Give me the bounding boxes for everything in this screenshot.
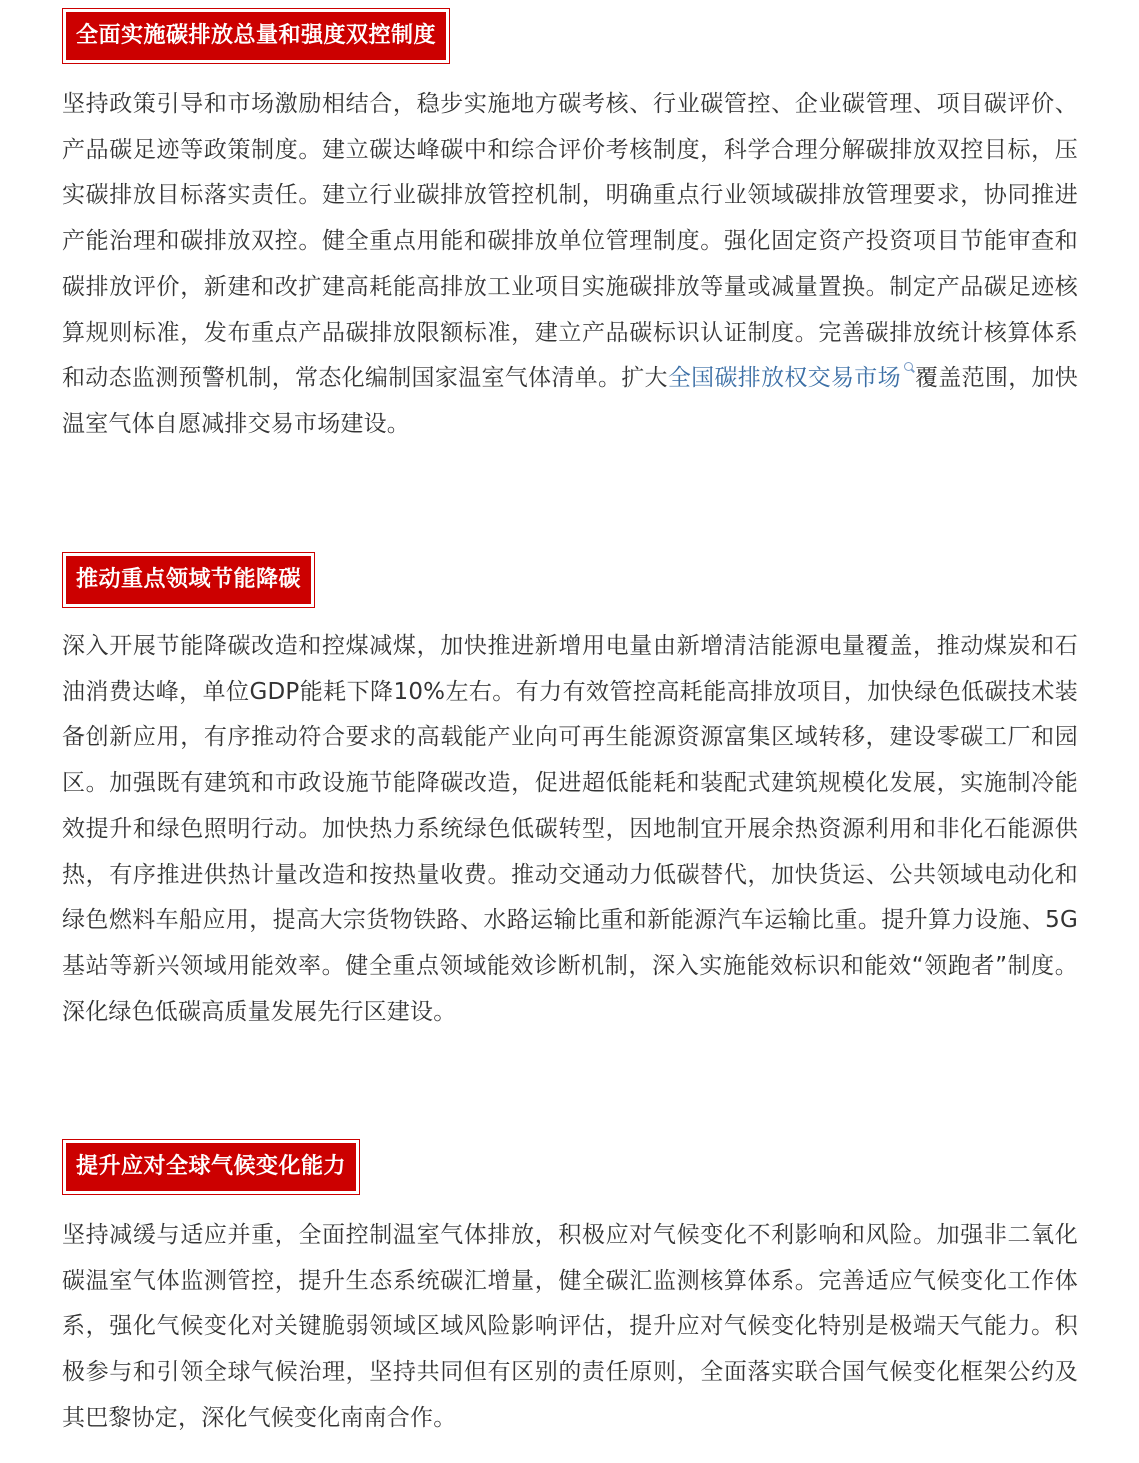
- section-paragraph-2: 深入开展节能降碳改造和控煤减煤，加快推进新增用电量由新增清洁能源电量覆盖，推动煤炭和石油消费达峰，单位GDP能耗下降10%左右。有力有效管控高耗能高排放项目，加快绿色低碳技术装备创新应用，有序推动符合要求的高载能产业向可再生能源资源富集区域转移，建设零碳工厂和园区。加强既有建筑和市政设施节能降碳改造，促进超低能耗和装配式建筑规模化发展，实施制冷能效提升和绿色照明行动。加快热力系统绿色低碳转型，因地制宜开展余热资源利用和非化石能源供热，有序推进供热计量改造和按热量收费。推动交通动力低碳替代，加快货运、公共领域电动化和绿色燃料车船应用，提高大宗货物铁路、水路运输比重和新能源汽车运输比重。提升算力设施、5G基站等新兴领域用能效率。健全重点领域能效诊断机制，深入实施能效标识和能效“领跑者”制度。深化绿色低碳高质量发展先行区建设。: [62, 633, 1078, 1025]
- section-heading-2-label: 推动重点领域节能降碳: [66, 556, 311, 604]
- carbon-market-link[interactable]: 全国碳排放权交易市场: [667, 365, 901, 392]
- section-heading-3-label: 提升应对全球气候变化能力: [66, 1143, 356, 1191]
- search-icon[interactable]: [903, 362, 915, 376]
- section-heading-1: [62, 8, 450, 64]
- section-paragraph-1-text-a: 坚持政策引导和市场激励相结合，稳步实施地方碳考核、行业碳管控、企业碳管理、项目碳评价、产品碳足迹等政策制度。建立碳达峰碳中和综合评价考核制度，科学合理分解碳排放双控目标，压实碳排放目标落实责任。建立行业碳排放管控机制，明确重点行业领域碳排放管理要求，协同推进产能治理和碳排放双控。健全重点用能和碳排放单位管理制度。强化固定资产投资项目节能审查和碳排放评价，新建和改扩建高耗能高排放工业项目实施碳排放等量或减量置换。制定产品碳足迹核算规则标准，发布重点产品碳排放限额标准，建立产品碳标识认证制度。完善碳排放统计核算体系和动态监测预警机制，常态化编制国家温室气体清单。扩大: [62, 91, 1078, 392]
- section-paragraph-1: [62, 82, 1078, 448]
- section-paragraph-1-text-b: 覆盖范围，加快温室气体自愿减排交易市场建设。: [62, 365, 1079, 437]
- section-heading-3: [62, 1139, 360, 1195]
- section-paragraph-3: 坚持减缓与适应并重，全面控制温室气体排放，积极应对气候变化不利影响和风险。加强非二氧化碳温室气体监测管控，提升生态系统碳汇增量，健全碳汇监测核算体系。完善适应气候变化工作体系，强化气候变化对关键脆弱领域区域风险影响评估，提升应对气候变化特别是极端天气能力。积极参与和引领全球气候治理，坚持共同但有区别的责任原则，全面落实联合国气候变化框架公约及其巴黎协定，深化气候变化南南合作。: [62, 1222, 1078, 1431]
- section-heading-1-label: 全面实施碳排放总量和强度双控制度: [66, 12, 446, 60]
- section-heading-2: [62, 552, 315, 608]
